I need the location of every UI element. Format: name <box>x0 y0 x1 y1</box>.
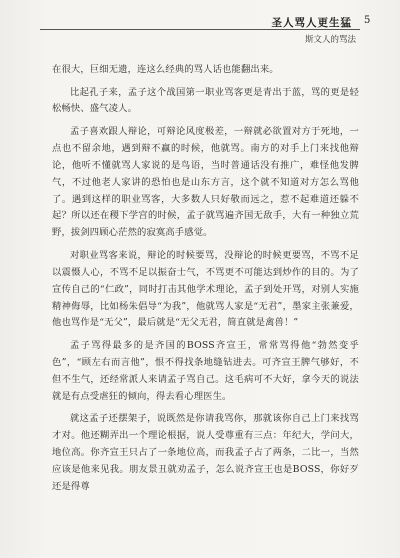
running-header <box>40 14 360 48</box>
paragraph: 孟子喜欢跟人辩论，可辩论风度极差，一辩就必欲置对方于死地，一点也不留余地，遇到辩不赢的时候，他就骂。南方的对手上门来找他辩论，他听不懂就骂人家说的是鸟语，当时普通话没有推广，难怪他发脾气，不过他老人家讲的恐怕也是山东方言，这个就不知道对方怎么骂他了。遇到这样的职业骂客，大多数人只好敬而远之，惹不起难道还躲不起？所以还在稷下学宫的时候，孟子就骂遍齐国无敌手，大有一种独立荒野，拔剑四顾心茫然的寂寞高手感觉。 <box>52 125 359 239</box>
paragraph: 比起孔子来，孟子这个战国第一职业骂客更是青出于蓝，骂的更是轻松畅快、盛气凌人。 <box>52 86 359 115</box>
paragraph: 在很大，巨细无遗，连这么经典的骂人话也能翻出来。 <box>52 64 279 75</box>
body-text <box>52 62 359 501</box>
header-subtitle: 斯文人的骂法 <box>304 35 356 45</box>
paragraph: 孟子骂得最多的是齐国的BOSS齐宣王，常常骂得他“勃然变乎色”，“顾左右而言他”，恨不得找条地缝钻进去。可齐宣王脾气够好，不但不生气，还经常派人来请孟子骂自己。这毛病可不大好，拿今天的说法就是有点受虐狂的倾向，得去看心理医生。 <box>52 339 359 402</box>
paragraph: 对职业骂客来说，辩论的时候要骂，没辩论的时候更要骂，不骂不足以震慑人心，不骂不足以振奋士气，不骂更不可能达到炒作的目的。为了宣传自己的“仁政”，同时打击其他学术理论，孟子到处开骂，对别人实施精神侮辱，比如杨朱倡导“为我”，他就骂人家是“无君”，墨家主张兼爱，他也骂作是“无父”，最后就是“无父无君，简直就是禽兽！” <box>52 249 359 329</box>
header-rule <box>40 29 360 30</box>
header-title: 圣人骂人更生猛 <box>271 17 352 29</box>
paragraph: 就这孟子还摆架子，说既然是你请我骂你，那就该你自己上门来找骂才对。他还糊弄出一个理论根据，说人受尊重有三点：年纪大，学问大，地位高。你齐宣王只占了一条地位高，而我孟子占了两条，二比一，当然应该是他来见我。朋友景丑就劝孟子，怎么说齐宣王也是BOSS，你好歹还是得尊 <box>52 413 359 492</box>
page-number: 5 <box>364 15 371 26</box>
